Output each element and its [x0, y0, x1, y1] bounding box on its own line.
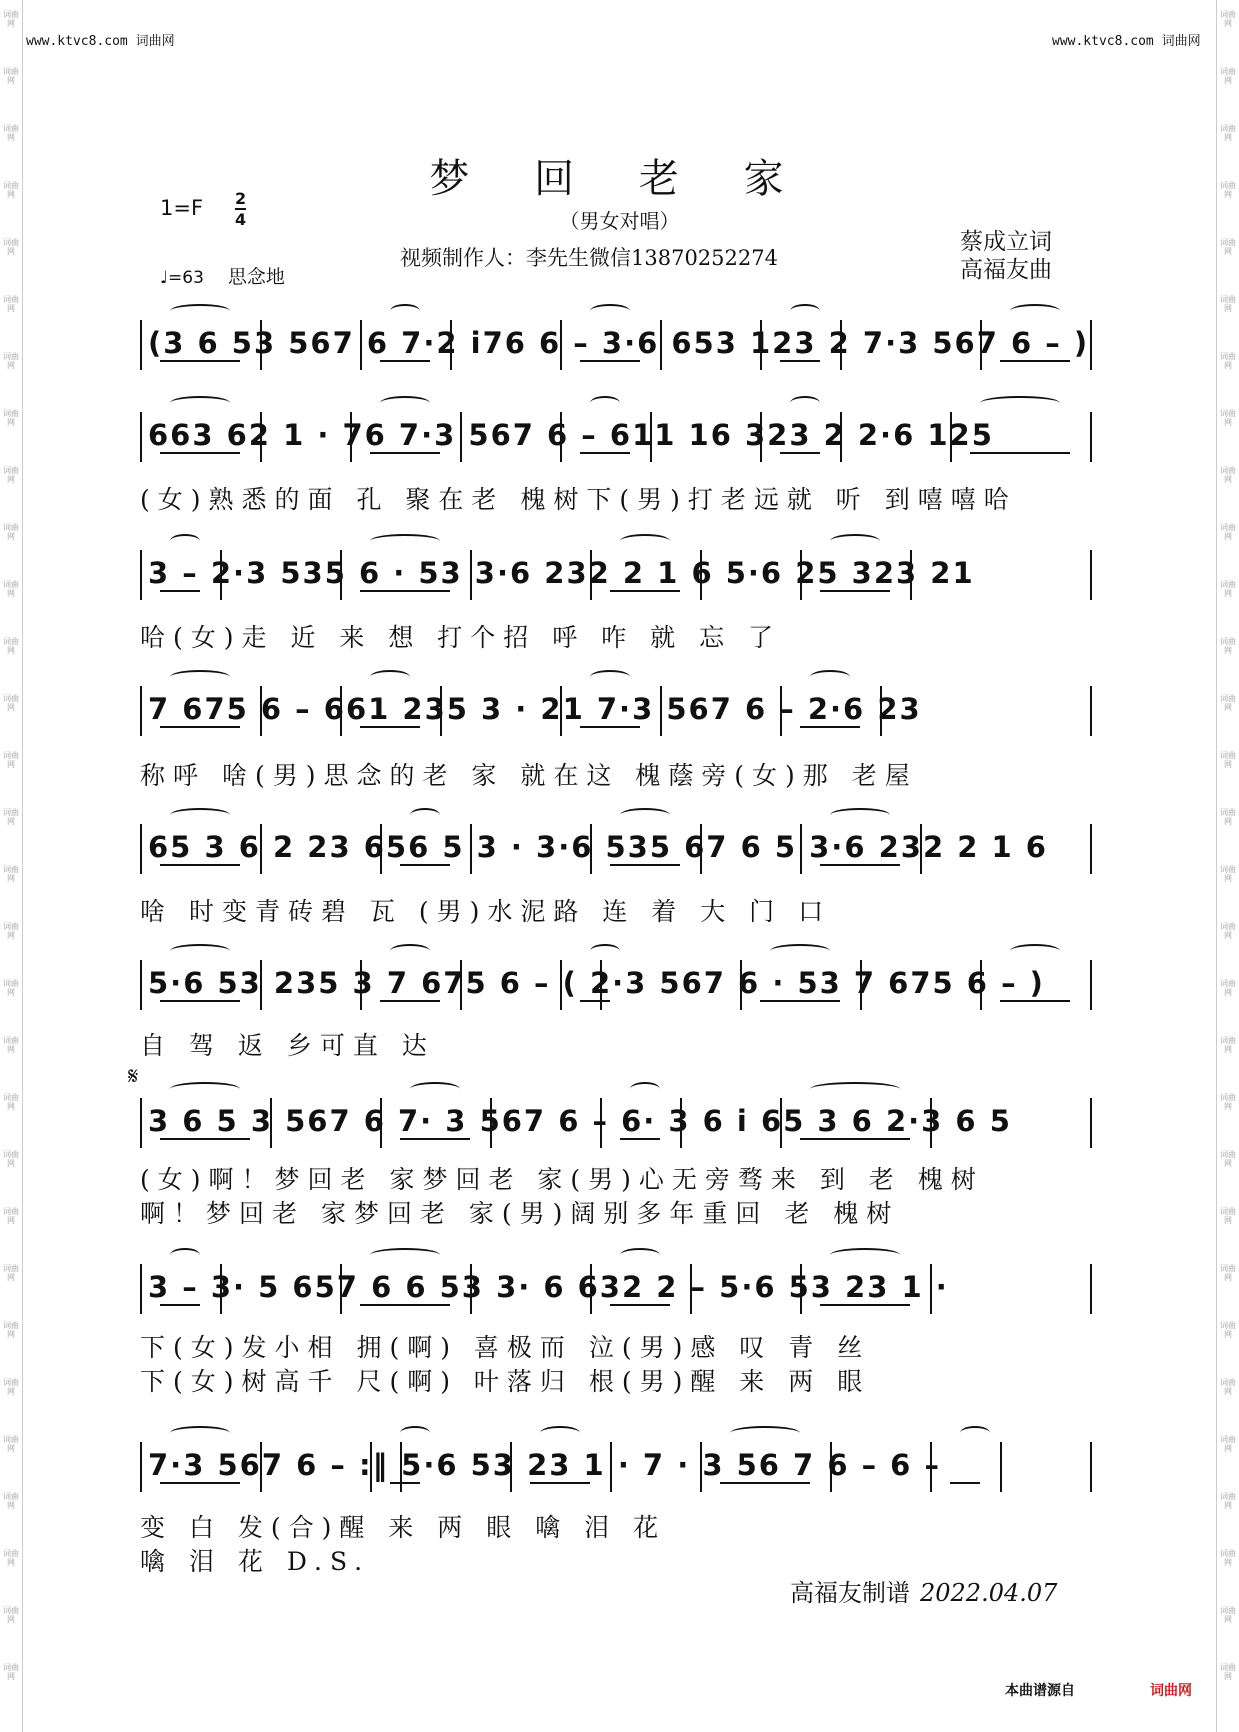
beam-underline	[610, 1304, 670, 1306]
watermark-text: 词曲网	[3, 1264, 19, 1282]
watermark-text: 词曲网	[1220, 1264, 1236, 1282]
barline	[1090, 320, 1092, 370]
slur	[170, 1426, 230, 1440]
time-bottom: 4	[235, 210, 247, 229]
lyrics-line: 变 白 发(合)醒 来 两 眼 噙 泪 花	[140, 1513, 667, 1542]
right-watermark-strip	[1217, 0, 1239, 1732]
barline	[140, 1264, 142, 1314]
lyrics-line: 自 驾 返 乡可直 达	[140, 1031, 435, 1060]
segno-sign: 𝄋	[128, 1062, 139, 1090]
score-line	[140, 958, 1100, 1010]
beam-underline	[820, 864, 900, 866]
mood-marking: 思念地	[227, 266, 285, 288]
slur	[1010, 304, 1060, 318]
watermark-text: 词曲网	[1220, 922, 1236, 940]
beam-underline	[800, 726, 860, 728]
slur	[370, 1248, 440, 1262]
credits	[960, 228, 1052, 284]
slur	[830, 1248, 900, 1262]
watermark-text: 词曲网	[3, 10, 19, 28]
watermark-text: 词曲网	[3, 523, 19, 541]
watermark-text: 词曲网	[3, 865, 19, 883]
watermark-text: 词曲网	[1220, 10, 1236, 28]
barline	[1090, 1264, 1092, 1314]
beam-underline	[780, 360, 820, 362]
slur	[830, 808, 890, 822]
watermark-text: 词曲网	[1220, 466, 1236, 484]
slur	[790, 396, 820, 410]
watermark-text: 词曲网	[1220, 694, 1236, 712]
slur	[380, 396, 430, 410]
barline	[140, 960, 142, 1010]
slur	[390, 304, 420, 318]
slur	[390, 944, 430, 958]
lyrics-line: 啥 时变青砖碧 瓦 (男)水泥路 连 着 大 门 口	[140, 897, 832, 926]
watermark-text: 词曲网	[1220, 751, 1236, 769]
watermark-text: 词曲网	[1220, 580, 1236, 598]
beam-underline	[580, 360, 640, 362]
beam-underline	[370, 452, 440, 454]
left-watermark-strip	[0, 0, 22, 1732]
watermark-text: 词曲网	[1220, 352, 1236, 370]
watermark-text: 词曲网	[1220, 181, 1236, 199]
beam-underline	[1000, 1000, 1070, 1002]
beam-underline	[160, 590, 200, 592]
watermark-text: 词曲网	[1220, 1150, 1236, 1168]
watermark-text: 词曲网	[3, 1093, 19, 1111]
source-label: 本曲谱源自	[1005, 1683, 1075, 1699]
slur	[170, 670, 230, 684]
score-line	[140, 1262, 1100, 1314]
slur	[370, 670, 410, 684]
jianpu-notes: 3 6 5 3 567 6 7· 3 567 6 – 6· 3 6 i 65 3 6 2·3 6 5	[148, 1104, 1012, 1138]
score-line	[140, 1096, 1100, 1148]
score-line	[140, 318, 1100, 370]
beam-underline	[360, 726, 420, 728]
score-line	[140, 822, 1100, 874]
watermark-text: 词曲网	[1220, 295, 1236, 313]
slur	[980, 396, 1060, 410]
watermark-text: 词曲网	[3, 694, 19, 712]
beam-underline	[820, 590, 890, 592]
beam-underline	[970, 452, 1070, 454]
beam-underline	[580, 726, 640, 728]
watermark-text: 词曲网	[3, 181, 19, 199]
beam-underline	[160, 1138, 250, 1140]
watermark-text: 词曲网	[3, 1492, 19, 1510]
barline	[1090, 1442, 1092, 1492]
beam-underline	[820, 1304, 910, 1306]
key-signature: 1=F	[160, 196, 204, 220]
lyrics-line: 下(女)树高千 尺(啊) 叶落归 根(男)醒 来 两 眼	[140, 1367, 871, 1396]
lyrics-line: (女)熟悉的面 孔 聚在老 槐树下(男)打老远就 听 到嘻嘻哈	[140, 485, 1017, 514]
score-line	[140, 1440, 1100, 1492]
jianpu-notes: 5·6 53 235 3 7 675 6 – ( 2·3 567 6 · 53 7 675 6 – )	[148, 966, 1045, 1000]
beam-underline	[360, 1304, 450, 1306]
slur	[620, 808, 670, 822]
watermark-text: 词曲网	[1220, 523, 1236, 541]
beam-underline	[160, 726, 240, 728]
barline	[140, 1442, 142, 1492]
slur	[590, 304, 630, 318]
time-top: 2	[235, 189, 247, 208]
score-line	[140, 410, 1100, 462]
watermark-text: 词曲网	[1220, 238, 1236, 256]
beam-underline	[160, 452, 240, 454]
watermark-text: 词曲网	[1220, 1378, 1236, 1396]
beam-underline	[950, 1482, 980, 1484]
watermark-text: 词曲网	[1220, 1207, 1236, 1225]
barline	[140, 1098, 142, 1148]
watermark-text: 词曲网	[3, 466, 19, 484]
slur	[810, 670, 850, 684]
beam-underline	[780, 452, 820, 454]
watermark-text: 词曲网	[3, 1663, 19, 1681]
slur	[590, 944, 620, 958]
watermark-text: 词曲网	[1220, 1663, 1236, 1681]
beam-underline	[160, 1304, 200, 1306]
slur	[170, 534, 200, 548]
watermark-text: 词曲网	[1220, 124, 1236, 142]
watermark-text: 词曲网	[3, 352, 19, 370]
jianpu-notes: 65 3 6 2 23 656 5 3 · 3·6 535 67 6 5 3·6 232 2 1 6	[148, 830, 1048, 864]
watermark-text: 词曲网	[3, 295, 19, 313]
slur	[630, 1082, 660, 1096]
watermark-text: 词曲网	[3, 67, 19, 85]
slur	[790, 304, 820, 318]
watermark-text: 词曲网	[1220, 1606, 1236, 1624]
watermark-text: 词曲网	[3, 1435, 19, 1453]
jianpu-notes: 7·3 567 6 – :‖ 5·6 53 23 1 · 7 · 3 56 7 6 – 6 –	[148, 1448, 941, 1482]
lyrics-line: 噙 泪 花 D.S.	[140, 1547, 371, 1576]
score-line	[140, 548, 1100, 600]
slur	[410, 808, 440, 822]
beam-underline	[360, 590, 450, 592]
watermark-text: 词曲网	[1220, 1492, 1236, 1510]
watermark-text: 词曲网	[3, 1378, 19, 1396]
tempo-marking	[160, 262, 285, 289]
beam-underline	[160, 360, 240, 362]
maker-name: 高福友制谱	[790, 1579, 910, 1607]
slur	[620, 1248, 660, 1262]
watermark-text: 词曲网	[1220, 637, 1236, 655]
beam-underline	[400, 864, 450, 866]
slur	[170, 944, 230, 958]
watermark-text: 词曲网	[3, 922, 19, 940]
barline	[1090, 960, 1092, 1010]
beam-underline	[580, 452, 630, 454]
beam-underline	[400, 1138, 470, 1140]
barline	[140, 686, 142, 736]
slur	[170, 1082, 240, 1096]
beam-underline	[380, 1000, 440, 1002]
watermark-text: 词曲网	[3, 1207, 19, 1225]
watermark-text: 词曲网	[3, 124, 19, 142]
beam-underline	[530, 1482, 590, 1484]
beam-underline	[580, 1000, 610, 1002]
slur	[730, 1426, 800, 1440]
lyrics-line: 下(女)发小相 拥(啊) 喜极而 泣(男)感 叹 青 丝	[140, 1333, 871, 1362]
barline	[1090, 412, 1092, 462]
beam-underline	[620, 1138, 660, 1140]
beam-underline	[800, 1138, 910, 1140]
beam-underline	[1000, 360, 1070, 362]
slur	[960, 1426, 990, 1440]
watermark-text: 词曲网	[1220, 409, 1236, 427]
jianpu-notes: (3 6 53 567 6 7·2 i76 6 – 3·6 653 123 2 7·3 567 6 – )	[148, 326, 1090, 360]
lyrics-line: 称呼 啥(男)思念的老 家 就在这 槐蔭旁(女)那 老屋	[140, 761, 918, 790]
watermark-text: 词曲网	[1220, 67, 1236, 85]
watermark-text: 词曲网	[1220, 1435, 1236, 1453]
site-header-left[interactable]: www.ktvc8.com 词曲网	[26, 34, 175, 49]
slur	[410, 1082, 460, 1096]
song-subtitle: （男女对唱）	[559, 209, 680, 233]
jianpu-notes: 3 – 3· 5 657 6 6 53 3· 6 632 2 – 5·6 53 23 1 ·	[148, 1270, 949, 1304]
slur	[170, 1248, 200, 1262]
watermark-text: 词曲网	[3, 979, 19, 997]
slur	[830, 534, 880, 548]
slur	[590, 670, 630, 684]
slur	[540, 1426, 580, 1440]
jianpu-notes: 663 62 1 · 76 7·3 567 6 – 611 16 323 2 2·6 125	[148, 418, 994, 452]
jianpu-notes: 7 675 6 – 661 235 3 · 21 7·3 567 6 – 2·6 23	[148, 692, 922, 726]
beam-underline	[610, 590, 680, 592]
jianpu-notes: 3 – 2·3 535 6 · 53 3·6 232 2 1 6 5·6 25 323 21	[148, 556, 975, 590]
watermark-text: 词曲网	[3, 751, 19, 769]
watermark-text: 词曲网	[1220, 1036, 1236, 1054]
song-title: 梦 回 老 家	[429, 156, 810, 202]
beam-underline	[160, 864, 240, 866]
lyricist: 蔡成立词	[960, 229, 1052, 255]
slur	[590, 396, 620, 410]
watermark-text: 词曲网	[1220, 1549, 1236, 1567]
composer: 高福友曲	[960, 257, 1052, 283]
left-border	[22, 0, 23, 1732]
slur	[170, 396, 230, 410]
watermark-text: 词曲网	[3, 808, 19, 826]
lyrics-line: (女)啊！梦回老 家梦回老 家(男)心无旁骛来 到 老 槐树	[140, 1165, 984, 1194]
slur	[170, 304, 230, 318]
watermark-text: 词曲网	[1220, 1093, 1236, 1111]
slur	[810, 1082, 900, 1096]
tempo-value: ♩=63	[160, 268, 204, 288]
beam-underline	[610, 864, 680, 866]
watermark-text: 词曲网	[3, 580, 19, 598]
beam-underline	[380, 360, 430, 362]
barline	[1090, 824, 1092, 874]
barline	[140, 412, 142, 462]
slur	[620, 534, 670, 548]
score-line	[140, 684, 1100, 736]
beam-underline	[390, 1482, 420, 1484]
time-signature	[235, 189, 246, 229]
watermark-text: 词曲网	[3, 1606, 19, 1624]
watermark-text: 词曲网	[1220, 979, 1236, 997]
watermark-text: 词曲网	[3, 1036, 19, 1054]
barline	[1090, 686, 1092, 736]
lyrics-line: 哈(女)走 近 来 想 打个招 呼 咋 就 忘 了	[140, 623, 782, 652]
beam-underline	[160, 1482, 240, 1484]
beam-underline	[720, 1482, 810, 1484]
barline	[1090, 1098, 1092, 1148]
barline	[140, 824, 142, 874]
slur	[370, 534, 440, 548]
watermark-text: 词曲网	[3, 637, 19, 655]
site-header-right[interactable]: www.ktvc8.com 词曲网	[1052, 34, 1201, 49]
watermark-text: 词曲网	[1220, 808, 1236, 826]
barline	[140, 320, 142, 370]
beam-underline	[160, 1000, 240, 1002]
slur	[1010, 944, 1060, 958]
slur	[400, 1426, 430, 1440]
maker-date: 2022.04.07	[920, 1579, 1058, 1607]
watermark-text: 词曲网	[3, 1549, 19, 1567]
barline	[140, 550, 142, 600]
watermark-text: 词曲网	[3, 1150, 19, 1168]
producer-credit: 视频制作人：李先生微信13870252274	[400, 246, 778, 270]
lyrics-line: 啊！梦回老 家梦回老 家(男)阔别多年重回 老 槐树	[140, 1199, 900, 1228]
watermark-text: 词曲网	[1220, 1321, 1236, 1339]
score-maker	[790, 1573, 1057, 1608]
slur	[770, 944, 830, 958]
beam-underline	[760, 1000, 840, 1002]
barline	[1090, 550, 1092, 600]
slur	[170, 808, 230, 822]
watermark-text: 词曲网	[1220, 865, 1236, 883]
barline	[1000, 1442, 1002, 1492]
watermark-text: 词曲网	[3, 238, 19, 256]
brand-link[interactable]: 词曲网	[1150, 1683, 1192, 1699]
watermark-text: 词曲网	[3, 409, 19, 427]
watermark-text: 词曲网	[3, 1321, 19, 1339]
